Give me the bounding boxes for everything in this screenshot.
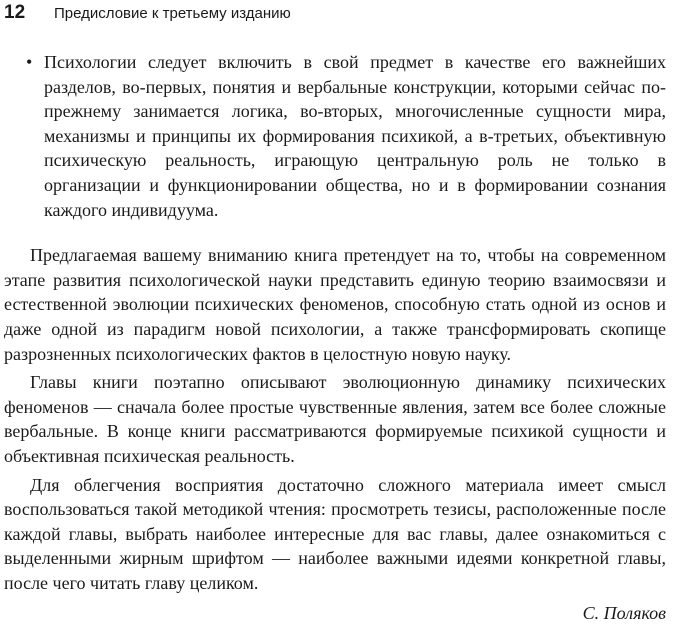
body-text [4, 50, 666, 626]
bullet-marker: • [26, 52, 33, 72]
running-head-title: Предисловие к третьему изданию [54, 5, 291, 22]
bullet-text: Психологии следует включить в свой предмет в качестве его важнейших разделов, во-первых, понятия и вербальные конструкции, которыми сейчас по-прежнему занимается логика, во-вторых, многочисленные сущности мира, механизмы и принципы их формирования психикой, а в-третьих, объективную психическую реальность, играющую центральную роль не только в организации и функционировании общества, но и в формировании сознания каждого индивидуума. [44, 52, 666, 220]
paragraph-chapters: Главы книги поэтапно описывают эволюционную динамику психических феноменов — сначала более простые чувственные явления, затем все более сложные вербальные. В конце книги рассматриваются формируемые психикой сущности и объективная психическая реальность. [4, 372, 666, 466]
paragraph-intro: Предлагаемая вашему вниманию книга претендует на то, чтобы на современном этапе развития психологической науки представить единую теорию взаимосвязи и естественной эволюции психических феноменов, способную стать одной из основ и даже одной из парадигм новой психологии, а также трансформировать скопище разрозненных психологических фактов в целостную новую науку. [4, 245, 666, 364]
bullet-list-item [4, 50, 666, 222]
page-header [0, 2, 291, 26]
author-signature: С. Поляков [582, 603, 666, 624]
paragraph-reading-method: Для облегчения восприятия достаточно сложного материала имеет смысл воспользоваться такой методикой чтения: просмотреть тезисы, расположенные после каждой главы, выбрать наиболее интересные для вас главы, далее ознакомиться с выделенными жирным шрифтом — наиболее важными идеями конкретной главы, после чего читать главу целиком. [4, 474, 666, 593]
page-number: 12 [4, 2, 26, 23]
